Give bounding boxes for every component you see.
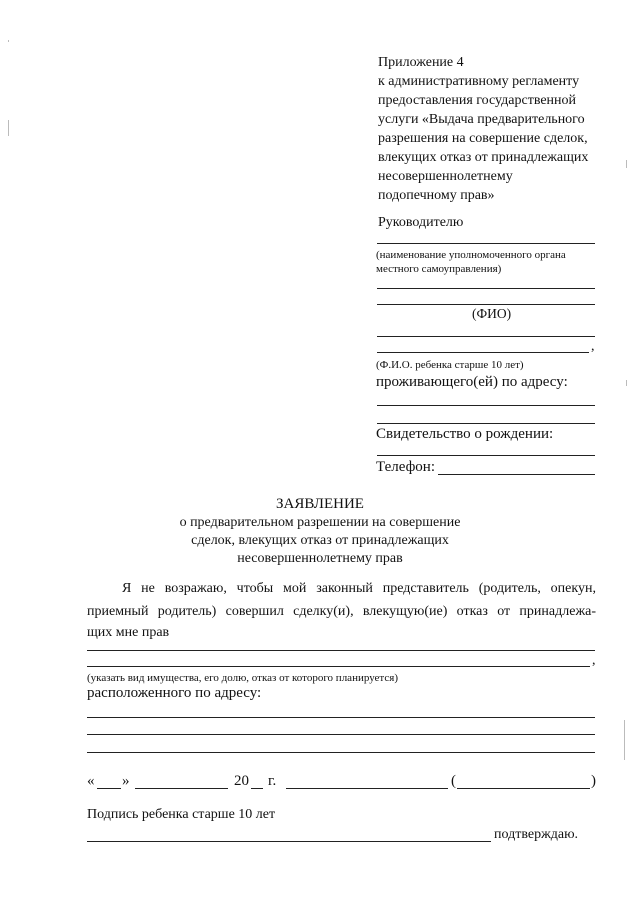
property-address-line-3[interactable] xyxy=(87,752,595,753)
title-sub-2: сделок, влекущих отказ от принадлежащих xyxy=(191,533,449,548)
org-hint-line-2: местного самоуправления) xyxy=(376,263,502,275)
birth-cert-label: Свидетельство о рождении: xyxy=(376,426,554,442)
scan-artifact xyxy=(624,720,625,760)
body-line-2: приемный родитель) совершил сделку(и), влекущую(ие) отказ от принадлежа- xyxy=(87,604,596,619)
year-prefix: 20 xyxy=(234,773,249,789)
body-line-1: Я не возражаю, чтобы мой законный представитель (родитель, опекун, xyxy=(122,581,596,596)
title-sub-1: о предварительном разрешении на совершение xyxy=(179,515,461,530)
month-field[interactable] xyxy=(135,788,228,789)
addressee-line-1[interactable] xyxy=(377,288,595,289)
comma: , xyxy=(591,339,595,354)
org-name-line[interactable] xyxy=(377,243,595,244)
appendix-line: влекущих отказ от принадлежащих xyxy=(378,150,589,165)
child-name-line-1[interactable] xyxy=(377,336,595,337)
paren-open: ( xyxy=(451,773,456,789)
title-sub-3: несовершеннолетнему прав xyxy=(237,551,403,566)
child-hint: (Ф.И.О. ребенка старше 10 лет) xyxy=(376,359,524,371)
appendix-line: подопечному прав» xyxy=(378,188,495,203)
addressee-to-label: Руководителю xyxy=(378,215,464,230)
appendix-line: несовершеннолетнему xyxy=(378,169,513,184)
signature-field[interactable] xyxy=(286,788,448,789)
rights-line-1[interactable] xyxy=(87,650,595,651)
appendix-line: к административному регламенту xyxy=(378,74,580,89)
rights-line-2[interactable] xyxy=(87,666,590,667)
child-signature-line[interactable] xyxy=(87,841,491,842)
year-suffix: г. xyxy=(268,773,277,789)
scan-artifact xyxy=(626,160,627,168)
phone-label: Телефон: xyxy=(376,459,435,475)
appendix-line: разрешения на совершение сделок, xyxy=(378,131,588,146)
org-hint-line-1: (наименование уполномоченного органа xyxy=(376,249,566,261)
appendix-line: Приложение 4 xyxy=(378,55,464,70)
address-line-2[interactable] xyxy=(377,423,595,424)
body-line-3: щих мне прав xyxy=(87,625,170,640)
signature-decoding-field[interactable] xyxy=(457,788,590,789)
date-close-quote: » xyxy=(122,773,130,789)
date-open-quote: « xyxy=(87,773,95,789)
birth-cert-line[interactable] xyxy=(377,455,595,456)
fio-label: (ФИО) xyxy=(472,306,512,321)
appendix-line: услуги «Выдача предварительного xyxy=(378,112,585,127)
scan-artifact xyxy=(8,120,9,136)
document-title: ЗАЯВЛЕНИЕ xyxy=(276,496,364,512)
child-name-line-2[interactable] xyxy=(377,352,589,353)
day-field[interactable] xyxy=(97,788,121,789)
located-label: расположенного по адресу: xyxy=(87,685,262,701)
property-address-line-1[interactable] xyxy=(87,717,595,718)
child-signature-label: Подпись ребенка старше 10 лет xyxy=(87,807,276,822)
year-field[interactable] xyxy=(251,788,263,789)
phone-line[interactable] xyxy=(438,474,595,475)
property-address-line-2[interactable] xyxy=(87,734,595,735)
appendix-line: предоставления государственной xyxy=(378,93,577,108)
comma: , xyxy=(592,653,596,668)
residing-label: проживающего(ей) по адресу: xyxy=(376,374,568,390)
confirm-text: подтверждаю. xyxy=(494,827,579,842)
address-line-1[interactable] xyxy=(377,405,595,406)
property-hint: (указать вид имущества, его долю, отказ от которого планируется) xyxy=(87,672,398,684)
paren-close: ) xyxy=(591,773,596,789)
scan-artifact xyxy=(8,40,9,42)
scan-artifact xyxy=(626,380,627,386)
